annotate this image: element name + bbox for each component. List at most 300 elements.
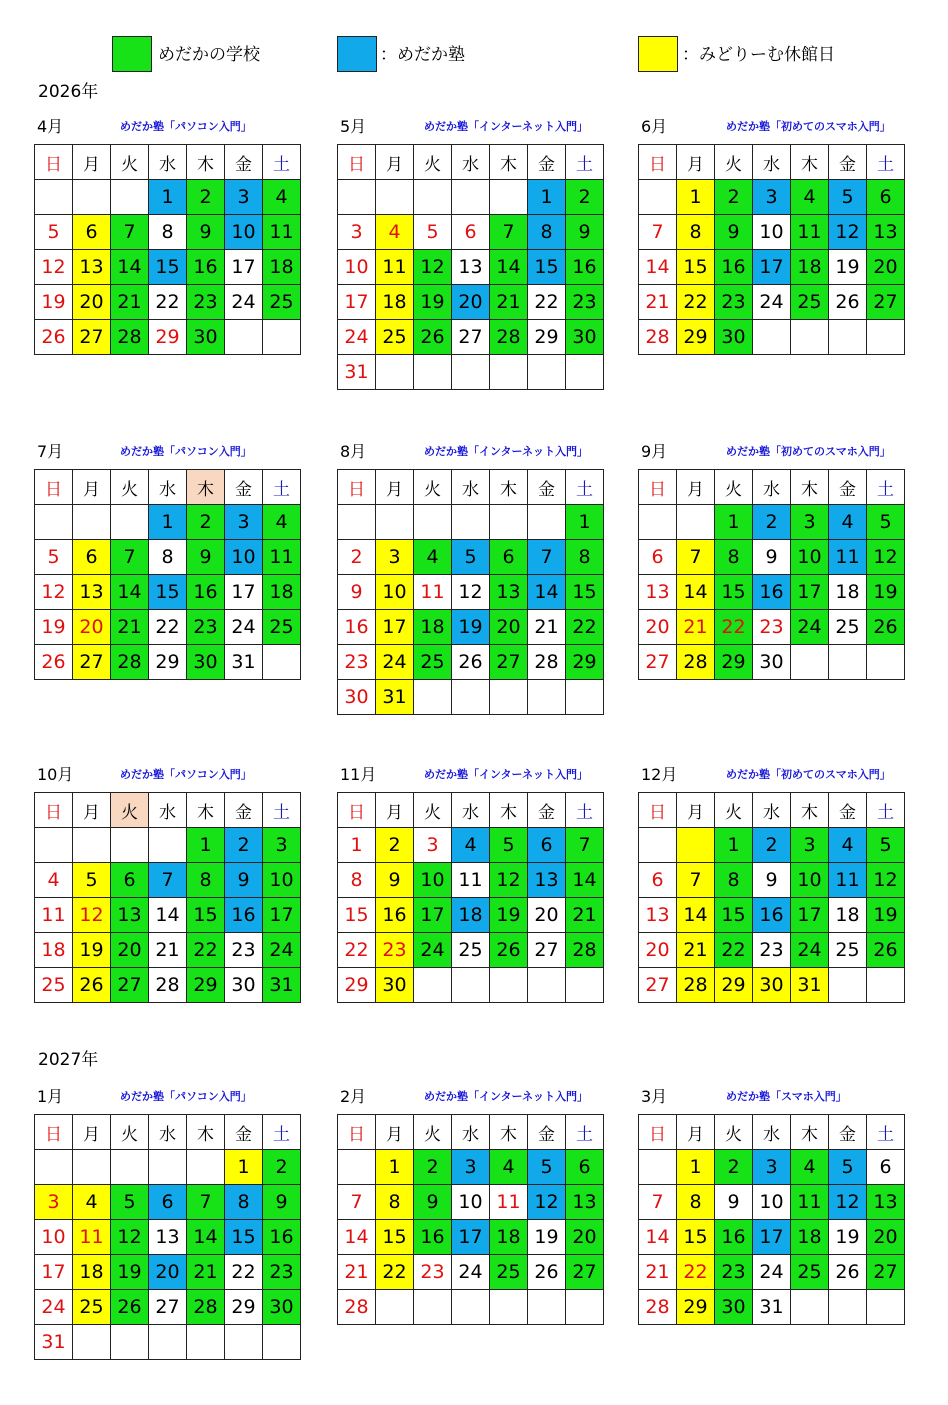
weekday-header: 土	[867, 145, 905, 180]
day-cell: 8	[715, 863, 753, 898]
day-cell: 14	[677, 898, 715, 933]
day-cell: 18	[73, 1255, 111, 1290]
empty-cell	[829, 320, 867, 355]
day-cell: 14	[111, 250, 149, 285]
day-cell: 4	[791, 180, 829, 215]
weekday-header: 金	[225, 145, 263, 180]
weekday-header: 土	[867, 793, 905, 828]
day-cell: 26	[867, 933, 905, 968]
day-cell: 16	[187, 250, 225, 285]
weekday-header: 土	[566, 793, 604, 828]
day-cell: 27	[867, 285, 905, 320]
weekday-header: 金	[528, 470, 566, 505]
empty-cell	[187, 1325, 225, 1360]
day-cell: 27	[73, 320, 111, 355]
day-cell: 20	[528, 898, 566, 933]
weekday-header: 火	[414, 793, 452, 828]
day-cell: 9	[753, 863, 791, 898]
month-label: 10月	[37, 765, 74, 784]
weekday-header: 水	[149, 1115, 187, 1150]
day-cell: 21	[187, 1255, 225, 1290]
day-cell: 10	[225, 215, 263, 250]
day-cell: 13	[639, 575, 677, 610]
day-cell: 11	[452, 863, 490, 898]
weekday-header: 日	[338, 1115, 376, 1150]
weekday-header: 火	[111, 470, 149, 505]
empty-cell	[639, 505, 677, 540]
day-cell: 27	[639, 968, 677, 1003]
calendar-grid	[638, 144, 905, 355]
day-cell: 30	[753, 968, 791, 1003]
day-cell: 29	[528, 320, 566, 355]
legend-swatch-closed-day	[638, 36, 678, 72]
day-cell: 25	[263, 285, 301, 320]
empty-cell	[829, 645, 867, 680]
empty-cell	[111, 180, 149, 215]
empty-cell	[263, 645, 301, 680]
day-cell: 16	[225, 898, 263, 933]
day-cell: 6	[490, 540, 528, 575]
day-cell: 6	[149, 1185, 187, 1220]
day-cell: 12	[452, 575, 490, 610]
empty-cell	[73, 1150, 111, 1185]
month-label: 7月	[37, 442, 64, 461]
day-cell: 10	[452, 1185, 490, 1220]
day-cell: 28	[338, 1290, 376, 1325]
day-cell: 26	[35, 645, 73, 680]
day-cell: 19	[829, 1220, 867, 1255]
calendar-grid	[638, 1114, 905, 1325]
day-cell: 11	[490, 1185, 528, 1220]
day-cell: 17	[338, 285, 376, 320]
day-cell: 2	[715, 1150, 753, 1185]
weekday-header: 火	[414, 1115, 452, 1150]
day-cell: 17	[791, 575, 829, 610]
day-cell: 1	[187, 828, 225, 863]
day-cell: 5	[73, 863, 111, 898]
day-cell: 25	[829, 933, 867, 968]
weekday-header: 月	[73, 470, 111, 505]
day-cell: 20	[490, 610, 528, 645]
empty-cell	[566, 680, 604, 715]
day-cell: 3	[791, 828, 829, 863]
day-cell: 20	[73, 285, 111, 320]
empty-cell	[791, 320, 829, 355]
day-cell: 17	[452, 1220, 490, 1255]
month-label: 5月	[340, 117, 367, 136]
weekday-header: 火	[414, 470, 452, 505]
day-cell: 7	[338, 1185, 376, 1220]
day-cell: 12	[414, 250, 452, 285]
empty-cell	[490, 180, 528, 215]
day-cell: 31	[338, 355, 376, 390]
day-cell: 7	[490, 215, 528, 250]
legend-label-closed-day: ：みどりーむ休館日	[682, 45, 835, 65]
weekday-header: 水	[452, 793, 490, 828]
day-cell: 14	[639, 250, 677, 285]
day-cell: 22	[376, 1255, 414, 1290]
day-cell: 4	[73, 1185, 111, 1220]
day-cell: 15	[566, 575, 604, 610]
day-cell: 5	[867, 828, 905, 863]
day-cell: 5	[528, 1150, 566, 1185]
empty-cell	[490, 968, 528, 1003]
day-cell: 29	[715, 968, 753, 1003]
day-cell: 11	[829, 540, 867, 575]
course-title: めだか塾「インターネット入門」	[424, 1090, 589, 1103]
legend-label-medaka-school: めだかの学校	[158, 45, 260, 65]
day-cell: 24	[263, 933, 301, 968]
day-cell: 2	[376, 828, 414, 863]
empty-cell	[111, 1150, 149, 1185]
day-cell: 25	[263, 610, 301, 645]
course-title: めだか塾「パソコン入門」	[120, 1090, 252, 1103]
day-cell: 17	[225, 575, 263, 610]
empty-cell	[566, 1290, 604, 1325]
day-cell: 19	[452, 610, 490, 645]
day-cell: 11	[73, 1220, 111, 1255]
day-cell: 12	[111, 1220, 149, 1255]
day-cell: 3	[452, 1150, 490, 1185]
day-cell: 5	[414, 215, 452, 250]
weekday-header: 金	[829, 145, 867, 180]
day-cell: 21	[639, 1255, 677, 1290]
day-cell: 18	[376, 285, 414, 320]
day-cell: 16	[566, 250, 604, 285]
empty-cell	[867, 1290, 905, 1325]
day-cell: 30	[187, 320, 225, 355]
day-cell: 13	[566, 1185, 604, 1220]
day-cell: 22	[338, 933, 376, 968]
day-cell: 14	[677, 575, 715, 610]
month-label: 4月	[37, 117, 64, 136]
empty-cell	[452, 355, 490, 390]
day-cell: 15	[149, 575, 187, 610]
day-cell: 23	[338, 645, 376, 680]
day-cell: 8	[677, 215, 715, 250]
empty-cell	[829, 1290, 867, 1325]
day-cell: 26	[73, 968, 111, 1003]
course-title: めだか塾「インターネット入門」	[424, 445, 589, 458]
day-cell: 22	[149, 610, 187, 645]
day-cell: 7	[187, 1185, 225, 1220]
day-cell: 22	[677, 285, 715, 320]
day-cell: 29	[338, 968, 376, 1003]
day-cell: 22	[149, 285, 187, 320]
weekday-header: 金	[225, 470, 263, 505]
day-cell: 14	[149, 898, 187, 933]
day-cell: 23	[566, 285, 604, 320]
day-cell: 25	[829, 610, 867, 645]
day-cell: 24	[338, 320, 376, 355]
day-cell: 31	[753, 1290, 791, 1325]
empty-cell	[35, 1150, 73, 1185]
day-cell: 11	[376, 250, 414, 285]
day-cell: 13	[867, 215, 905, 250]
weekday-header: 土	[867, 470, 905, 505]
day-cell: 24	[225, 610, 263, 645]
day-cell: 24	[791, 933, 829, 968]
weekday-header: 土	[263, 793, 301, 828]
day-cell: 23	[263, 1255, 301, 1290]
empty-cell	[111, 1325, 149, 1360]
day-cell: 18	[263, 250, 301, 285]
weekday-header: 火	[111, 145, 149, 180]
weekday-header: 木	[791, 1115, 829, 1150]
day-cell: 23	[376, 933, 414, 968]
calendar-grid	[34, 144, 301, 355]
legend-swatch-medaka-juku	[337, 36, 377, 72]
day-cell: 8	[225, 1185, 263, 1220]
day-cell: 17	[35, 1255, 73, 1290]
day-cell: 9	[263, 1185, 301, 1220]
weekday-header: 日	[639, 793, 677, 828]
weekday-header: 金	[225, 1115, 263, 1150]
day-cell: 1	[715, 828, 753, 863]
day-cell: 10	[35, 1220, 73, 1255]
day-cell: 25	[376, 320, 414, 355]
empty-cell	[452, 505, 490, 540]
day-cell: 15	[376, 1220, 414, 1255]
legend-swatch-medaka-school	[112, 36, 152, 72]
day-cell: 21	[677, 610, 715, 645]
day-cell: 13	[639, 898, 677, 933]
day-cell: 26	[829, 1255, 867, 1290]
weekday-header: 月	[376, 793, 414, 828]
day-cell: 11	[414, 575, 452, 610]
day-cell: 4	[829, 505, 867, 540]
empty-cell	[414, 680, 452, 715]
course-title: めだか塾「インターネット入門」	[424, 120, 589, 133]
day-cell: 21	[566, 898, 604, 933]
day-cell: 19	[490, 898, 528, 933]
empty-cell	[528, 968, 566, 1003]
day-cell: 24	[376, 645, 414, 680]
day-cell: 1	[376, 1150, 414, 1185]
day-cell: 19	[111, 1255, 149, 1290]
day-cell: 25	[452, 933, 490, 968]
day-cell: 1	[715, 505, 753, 540]
weekday-header: 水	[452, 470, 490, 505]
empty-cell	[490, 355, 528, 390]
day-cell: 18	[829, 898, 867, 933]
weekday-header: 月	[677, 470, 715, 505]
empty-cell	[452, 968, 490, 1003]
day-cell: 7	[639, 215, 677, 250]
day-cell: 7	[149, 863, 187, 898]
day-cell: 12	[35, 250, 73, 285]
day-cell: 15	[187, 898, 225, 933]
day-cell: 30	[187, 645, 225, 680]
day-cell: 13	[528, 863, 566, 898]
weekday-header: 日	[639, 1115, 677, 1150]
day-cell: 21	[677, 933, 715, 968]
weekday-header: 木	[187, 145, 225, 180]
month-label: 1月	[37, 1087, 64, 1106]
day-cell: 28	[490, 320, 528, 355]
day-cell: 4	[35, 863, 73, 898]
day-cell: 12	[490, 863, 528, 898]
empty-cell	[73, 1325, 111, 1360]
day-cell: 13	[73, 575, 111, 610]
course-title: めだか塾「パソコン入門」	[120, 768, 252, 781]
day-cell: 18	[829, 575, 867, 610]
day-cell: 14	[566, 863, 604, 898]
day-cell: 22	[715, 610, 753, 645]
day-cell: 11	[829, 863, 867, 898]
month-label: 9月	[641, 442, 668, 461]
empty-cell	[414, 505, 452, 540]
day-cell: 28	[149, 968, 187, 1003]
empty-cell	[414, 355, 452, 390]
day-cell: 24	[414, 933, 452, 968]
day-cell: 8	[338, 863, 376, 898]
course-title: めだか塾「スマホ入門」	[726, 1090, 847, 1103]
day-cell: 24	[35, 1290, 73, 1325]
day-cell: 1	[566, 505, 604, 540]
year-label-2026: 2026年	[38, 82, 99, 102]
calendar-grid	[638, 792, 905, 1003]
day-cell: 22	[528, 285, 566, 320]
day-cell: 1	[149, 180, 187, 215]
weekday-header: 金	[829, 1115, 867, 1150]
day-cell: 6	[111, 863, 149, 898]
weekday-header: 日	[35, 1115, 73, 1150]
day-cell: 3	[225, 505, 263, 540]
day-cell: 5	[829, 180, 867, 215]
empty-cell	[490, 680, 528, 715]
month-label: 12月	[641, 765, 678, 784]
weekday-header: 木	[791, 793, 829, 828]
day-cell: 28	[566, 933, 604, 968]
weekday-header: 水	[149, 470, 187, 505]
day-cell: 25	[791, 1255, 829, 1290]
day-cell: 9	[715, 1185, 753, 1220]
legend-label-medaka-juku: ：めだか塾	[380, 45, 465, 65]
weekday-header: 土	[263, 470, 301, 505]
weekday-header: 木	[187, 793, 225, 828]
day-cell: 12	[35, 575, 73, 610]
day-cell: 18	[452, 898, 490, 933]
day-cell: 25	[414, 645, 452, 680]
empty-cell	[111, 505, 149, 540]
day-cell: 27	[490, 645, 528, 680]
day-cell: 24	[452, 1255, 490, 1290]
day-cell: 3	[35, 1185, 73, 1220]
day-cell: 12	[867, 540, 905, 575]
weekday-header: 月	[73, 793, 111, 828]
weekday-header: 月	[376, 145, 414, 180]
day-cell: 14	[528, 575, 566, 610]
day-cell: 9	[566, 215, 604, 250]
day-cell: 17	[414, 898, 452, 933]
day-cell: 31	[225, 645, 263, 680]
day-cell: 10	[263, 863, 301, 898]
weekday-header: 日	[35, 470, 73, 505]
day-cell: 19	[829, 250, 867, 285]
day-cell: 11	[791, 1185, 829, 1220]
day-cell: 8	[677, 1185, 715, 1220]
day-cell: 29	[715, 645, 753, 680]
day-cell: 29	[225, 1290, 263, 1325]
empty-cell	[452, 180, 490, 215]
weekday-header: 火	[111, 1115, 149, 1150]
day-cell: 1	[677, 180, 715, 215]
empty-cell	[639, 180, 677, 215]
day-cell: 19	[867, 898, 905, 933]
empty-cell	[35, 180, 73, 215]
weekday-header: 日	[338, 470, 376, 505]
empty-cell	[791, 1290, 829, 1325]
day-cell: 15	[225, 1220, 263, 1255]
day-cell: 5	[111, 1185, 149, 1220]
empty-cell	[338, 505, 376, 540]
day-cell: 6	[73, 540, 111, 575]
weekday-header: 土	[867, 1115, 905, 1150]
day-cell: 15	[149, 250, 187, 285]
day-cell: 7	[566, 828, 604, 863]
day-cell: 21	[111, 610, 149, 645]
month-label: 11月	[340, 765, 377, 784]
day-cell: 10	[376, 575, 414, 610]
weekday-header: 月	[677, 1115, 715, 1150]
day-cell: 20	[111, 933, 149, 968]
day-cell: 2	[753, 505, 791, 540]
empty-cell	[753, 320, 791, 355]
day-cell: 16	[753, 575, 791, 610]
day-cell: 19	[528, 1220, 566, 1255]
day-cell: 18	[791, 250, 829, 285]
day-cell: 27	[528, 933, 566, 968]
year-label-2027: 2027年	[38, 1050, 99, 1070]
day-cell: 27	[111, 968, 149, 1003]
day-cell: 9	[187, 540, 225, 575]
month-label: 6月	[641, 117, 668, 136]
day-cell: 8	[187, 863, 225, 898]
day-cell: 3	[338, 215, 376, 250]
day-cell: 28	[677, 968, 715, 1003]
empty-cell	[867, 645, 905, 680]
day-cell: 7	[639, 1185, 677, 1220]
course-title: めだか塾「初めてのスマホ入門」	[726, 445, 891, 458]
day-cell: 8	[528, 215, 566, 250]
day-cell: 16	[263, 1220, 301, 1255]
day-cell: 2	[715, 180, 753, 215]
day-cell: 30	[225, 968, 263, 1003]
weekday-header: 水	[452, 1115, 490, 1150]
day-cell: 28	[111, 320, 149, 355]
day-cell: 6	[528, 828, 566, 863]
day-cell: 27	[73, 645, 111, 680]
day-cell: 11	[263, 215, 301, 250]
day-cell: 26	[111, 1290, 149, 1325]
day-cell: 21	[111, 285, 149, 320]
weekday-header: 土	[566, 1115, 604, 1150]
weekday-header: 日	[35, 793, 73, 828]
day-cell: 19	[414, 285, 452, 320]
empty-cell	[376, 505, 414, 540]
empty-cell	[35, 505, 73, 540]
day-cell: 26	[414, 320, 452, 355]
day-cell: 15	[677, 1220, 715, 1255]
weekday-header: 金	[528, 145, 566, 180]
day-cell: 10	[791, 540, 829, 575]
day-cell: 2	[414, 1150, 452, 1185]
day-cell: 21	[490, 285, 528, 320]
day-cell: 22	[566, 610, 604, 645]
day-cell: 20	[639, 610, 677, 645]
day-cell: 17	[791, 898, 829, 933]
